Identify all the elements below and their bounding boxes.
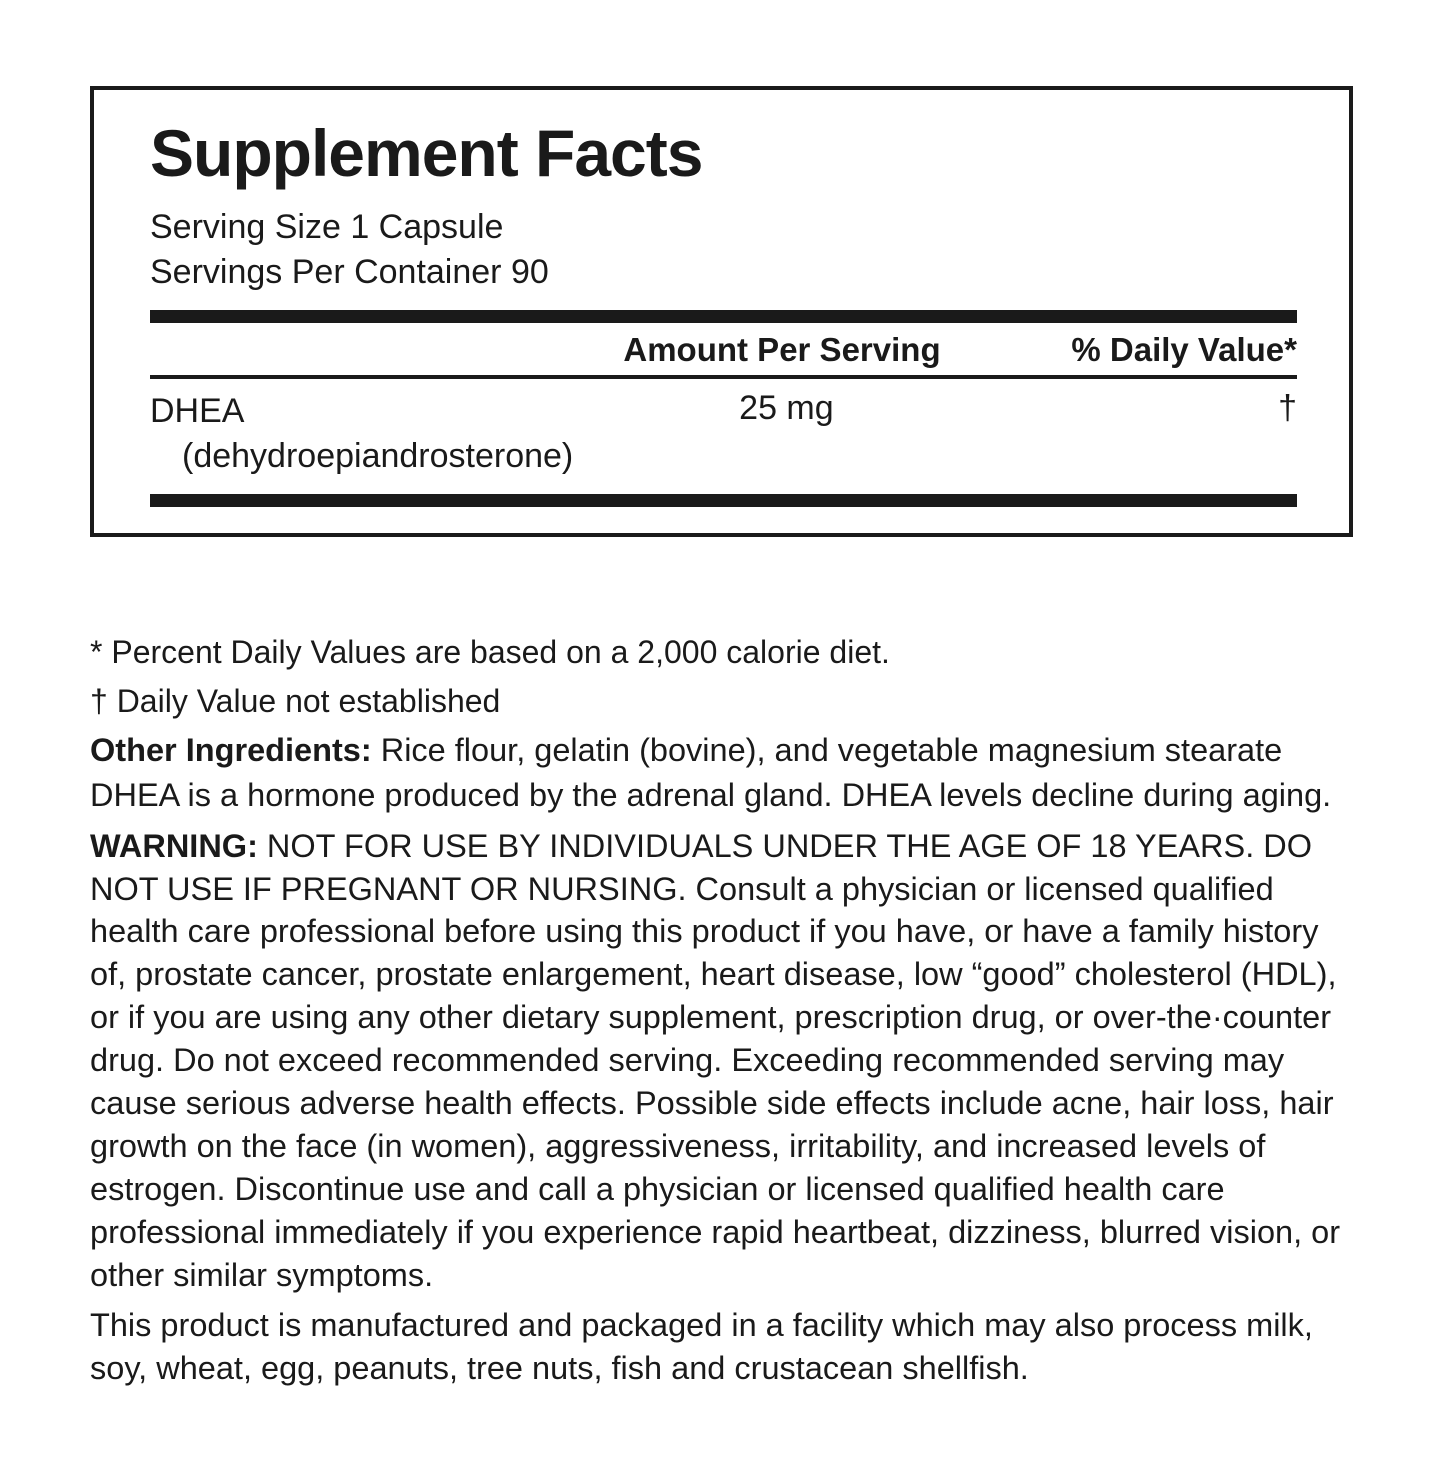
servings-per-container-line: Servings Per Container 90	[150, 253, 549, 292]
supplement-facts-panel	[90, 86, 1353, 537]
nutrient-daily-value: †	[1278, 388, 1297, 427]
serving-size-line: Serving Size 1 Capsule	[150, 208, 504, 247]
percent-daily-value-note: * Percent Daily Values are based on a 2,000 calorie diet.	[90, 634, 890, 670]
other-ingredients-paragraph	[90, 729, 1358, 772]
warning-text: NOT FOR USE BY INDIVIDUALS UNDER THE AGE OF 18 YEARS. DO NOT USE IF PREGNANT OR NURSING. Consult a physician or licensed qualified health care professional before using this product if you have, or have a family history of, prostate cancer, prostate enlargement, heart disease, low “good” cholesterol (HDL), or if you are using any other dietary supplement, prescription drug, or over-the·counter drug. Do not exceed recommended serving. Exceeding recommended serving may cause serious adverse health effects. Possible side effects include acne, hair loss, hair growth on the face (in women), aggressiveness, irritability, and increased levels of estrogen. Discontinue use and call a physician or licensed qualified health care professional immediately if you experience rapid heartbeat, dizziness, blurred vision, or other similar symptoms.	[90, 827, 1341, 1293]
nutrient-row	[150, 379, 1297, 486]
nutrient-name-sub: (dehydroepiandrosterone)	[182, 437, 574, 476]
footnotes-section	[90, 630, 1358, 1390]
nutrient-name-cell	[150, 389, 573, 480]
other-ingredients-text: Rice flour, gelatin (bovine), and vegetable magnesium stearate	[371, 731, 1283, 768]
column-header-daily-value: % Daily Value*	[1071, 330, 1297, 368]
daily-value-not-established-note: † Daily Value not established	[90, 683, 501, 720]
warning-paragraph	[90, 825, 1358, 1297]
nutrient-amount: 25 mg	[739, 388, 834, 427]
panel-title: Supplement Facts	[150, 116, 703, 190]
allergen-statement-paragraph: This product is manufactured and packaged in a facility which may also process milk, soy, wheat, egg, peanuts, tree nuts, fish and crustacean shellfish.	[90, 1307, 1313, 1387]
description-paragraph: DHEA is a hormone produced by the adrenal gland. DHEA levels decline during aging.	[90, 776, 1332, 813]
nutrient-name: DHEA	[150, 391, 245, 430]
rule-thick-bottom	[150, 494, 1297, 507]
column-header-row	[150, 323, 1297, 375]
column-header-amount: Amount Per Serving	[623, 330, 941, 368]
rule-thick-top	[150, 310, 1297, 323]
other-ingredients-label: Other Ingredients:	[90, 731, 372, 768]
warning-label: WARNING:	[90, 827, 258, 864]
